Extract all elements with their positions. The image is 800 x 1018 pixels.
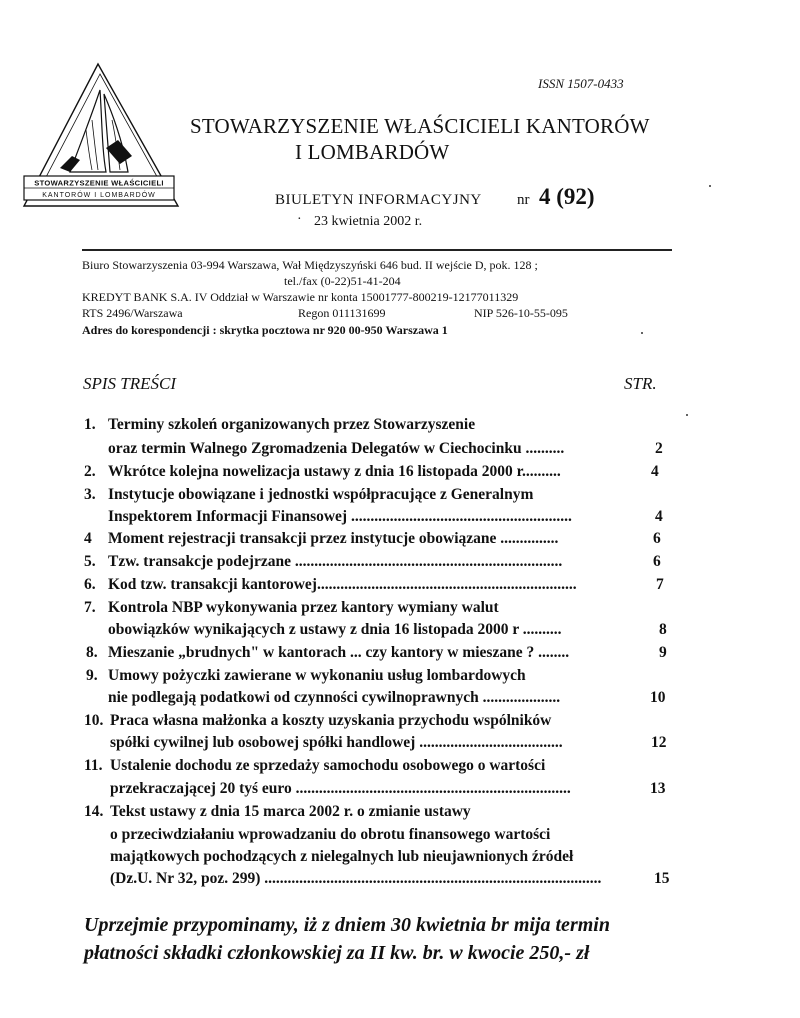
bulletin-number: 4 (92) [539, 184, 595, 209]
toc-item-text: Kontrola NBP wykonywania przez kantory wymiany walut [108, 599, 499, 616]
toc-item-number: 7. [84, 599, 96, 616]
toc-item-text: Praca własna małżonka a koszty uzyskania przychodu wspólników [110, 712, 552, 729]
toc-item-text: Inspektorem Informacji Finansowej ......................................................... [108, 508, 572, 525]
toc-item-page: 6 [653, 530, 661, 547]
membership-fee-reminder-line2: płatności składki członkowskiej za II kw. br. w kwocie 250,- zł [84, 942, 590, 964]
organization-name-line2: I LOMBARDÓW [295, 140, 450, 164]
toc-item-number: 1. [84, 416, 96, 433]
toc-item-text: Tzw. transakcje podejrzane ..................................................................... [108, 553, 563, 570]
toc-item-text: o przeciwdziałaniu wprowadzaniu do obrotu finansowego wartości [110, 826, 551, 843]
toc-item-text: spółki cywilnej lub osobowej spółki handlowej ..................................... [110, 734, 563, 751]
toc-item-number: 4 [84, 530, 92, 547]
toc-item-text: Terminy szkoleń organizowanych przez Stowarzyszenie [108, 416, 476, 433]
toc-item-page: 15 [654, 870, 670, 887]
toc-item-text: Kod tzw. transakcji kantorowej................................................................... [108, 576, 577, 593]
toc-title: SPIS TREŚCI [83, 374, 177, 393]
membership-fee-reminder-line1: Uprzejmie przypominamy, iż z dniem 30 kwietnia br mija termin [84, 914, 610, 936]
toc-item-page: 6 [653, 553, 661, 570]
scan-speck [686, 414, 688, 416]
toc-page-header: STR. [624, 374, 657, 393]
toc-item-number: 11. [84, 757, 103, 774]
address-regon: Regon 011131699 [298, 306, 386, 320]
toc-item-page: 10 [650, 689, 666, 706]
toc-item-page: 12 [651, 734, 667, 751]
toc-item-number: 5. [84, 553, 96, 570]
toc-item-number: 3. [84, 486, 96, 503]
logo-text-line1: STOWARZYSZENIE WŁAŚCICIELI [34, 178, 164, 188]
toc-item-text: Tekst ustawy z dnia 15 marca 2002 r. o zmianie ustawy [110, 803, 471, 820]
toc-item-number: 8. [86, 644, 98, 661]
toc-item-text: Umowy pożyczki zawierane w wykonaniu usług lombardowych [108, 667, 526, 684]
scan-speck [641, 332, 643, 334]
toc-item-text: oraz termin Walnego Zgromadzenia Delegatów w Ciechocinku .......... [108, 440, 565, 457]
toc-item-text: Instytucje obowiązane i jednostki współpracujące z Generalnym [108, 486, 534, 503]
toc-item-text: obowiązków wynikających z ustawy z dnia 16 listopada 2000 r .......... [108, 621, 562, 638]
toc-item-number: 10. [84, 712, 104, 729]
toc-item-page: 7 [656, 576, 664, 593]
toc-item-page: 9 [659, 644, 667, 661]
toc-item-number: 14. [84, 803, 104, 820]
address-office: Biuro Stowarzyszenia 03-994 Warszawa, Wał Międzyszyński 646 bud. II wejście D, pok. 128 ; [82, 258, 538, 272]
address-phone: tel./fax (0-22)51-41-204 [284, 274, 401, 288]
toc-item-page: 4 [651, 463, 659, 480]
toc-item-text: przekraczającej 20 tyś euro ....................................................................... [110, 780, 571, 797]
toc-item-number: 2. [84, 463, 96, 480]
toc-item-text: Mieszanie „brudnych" w kantorach ... czy kantory w mieszane ? ........ [108, 644, 570, 661]
logo-text-line2: KANTORÓW I LOMBARDÓW [42, 192, 156, 199]
bulletin-number-label: nr [517, 192, 530, 208]
toc-item-page: 2 [655, 440, 663, 457]
issn-number: ISSN 1507-0433 [538, 76, 624, 91]
address-correspondence: Adres do korespondencji : skrytka pocztowa nr 920 00-950 Warszawa 1 [82, 323, 448, 337]
toc-item-page: 4 [655, 508, 663, 525]
toc-item-text: nie podlegają podatkowi od czynności cywilnoprawnych .................... [108, 689, 561, 706]
bulletin-date: 23 kwietnia 2002 r. [314, 214, 423, 229]
toc-item-text: Wkrótce kolejna nowelizacja ustawy z dnia 16 listopada 2000 r.......... [108, 463, 561, 480]
toc-item-number: 9. [86, 667, 98, 684]
toc-item-page: 8 [659, 621, 667, 638]
address-rts: RTS 2496/Warszawa [82, 306, 183, 320]
toc-item-text: Ustalenie dochodu ze sprzedaży samochodu osobowego o wartości [110, 757, 546, 774]
toc-item-number: 6. [84, 576, 96, 593]
toc-item-page: 13 [650, 780, 666, 797]
toc-item-text: (Dz.U. Nr 32, poz. 299) ....................................................................................... [110, 870, 602, 887]
date-bullet: · [297, 212, 302, 227]
toc-item-text: Moment rejestracji transakcji przez instytucje obowiązane ............... [108, 530, 559, 547]
organization-name-line1: STOWARZYSZENIE WŁAŚCICIELI KANTORÓW [190, 114, 650, 138]
address-nip: NIP 526-10-55-095 [474, 306, 568, 320]
scan-speck [709, 185, 711, 187]
address-bank-account: KREDYT BANK S.A. IV Oddział w Warszawie nr konta 15001777-800219-12177011329 [82, 290, 519, 304]
bulletin-title: BIULETYN INFORMACYJNY [275, 192, 482, 208]
toc-item-text: majątkowych pochodzących z nielegalnych lub nieujawnionych źródeł [110, 848, 574, 865]
